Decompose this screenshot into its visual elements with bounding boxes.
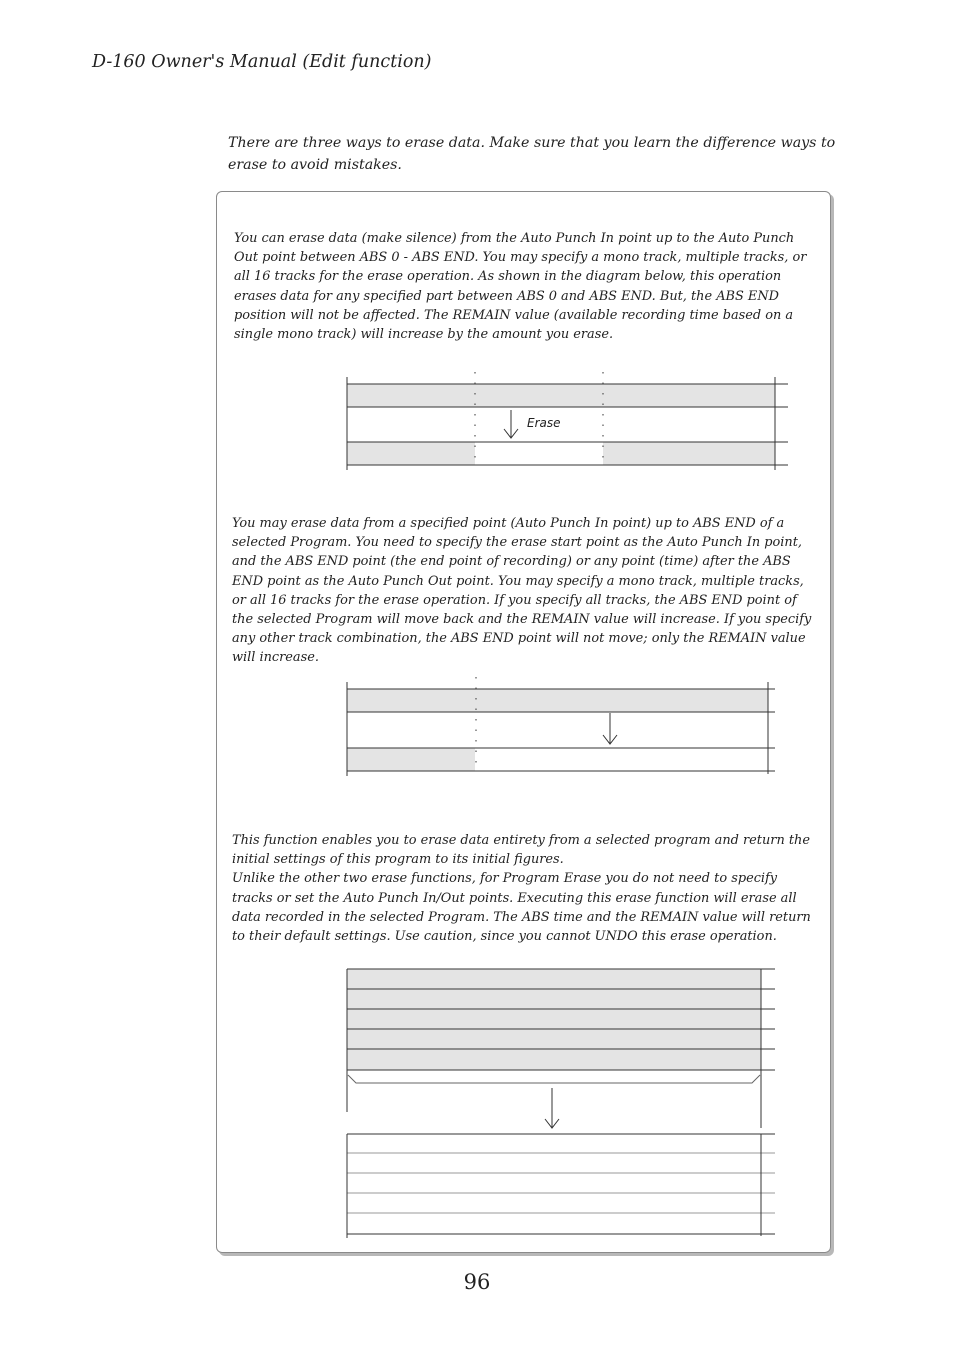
- page-number: 96: [463, 1270, 491, 1294]
- erase-to-end-description: You may erase data from a specified point (Auto Punch In point) up to ABS END of a selected Program. You need to specify the erase start point as the Auto Punch In point, and the ABS END point (the end point of recording) or any point (time) after the ABS END point as the Auto Punch Out point. You may specify a mono track, multiple tracks, or all 16 tracks for the erase operation. If you specify all tracks, the ABS END point of the selected Program will move back and the REMAIN value will increase. If you specify any other track combination, the ABS END point will not move; only the REMAIN value will increase.: [232, 516, 812, 666]
- intro-paragraph: There are three ways to erase data. Make sure that you learn the difference ways to erase to avoid mistakes.: [228, 135, 836, 173]
- program-erase-description: This function enables you to erase data entirety from a selected program and return the initial settings of this program to its initial figures. Unlike the other two erase functions, for Program Erase you do not need to specify tracks or set the Auto Punch In/Out points. Executing this erase function will erase all data recorded in the selected Program. The ABS time and the REMAIN value will return to their default settings. Use caution, since you cannot UNDO this erase operation.: [232, 833, 811, 945]
- punch-erase-description: You can erase data (make silence) from the Auto Punch In point up to the Auto Punch Out point between ABS 0 - ABS END. You may specify a mono track, multiple tracks, or all 16 tracks for the erase operation. As shown in the diagram below, this operation erases data for any specified part between ABS 0 and ABS END. But, the ABS END position will not be affected. The REMAIN value (available recording time based on a single mono track) will increase by the amount you erase.: [234, 231, 807, 343]
- manual-header: D-160 Owner's Manual (Edit function): [92, 52, 432, 72]
- erase-arrow-label: Erase: [527, 416, 561, 430]
